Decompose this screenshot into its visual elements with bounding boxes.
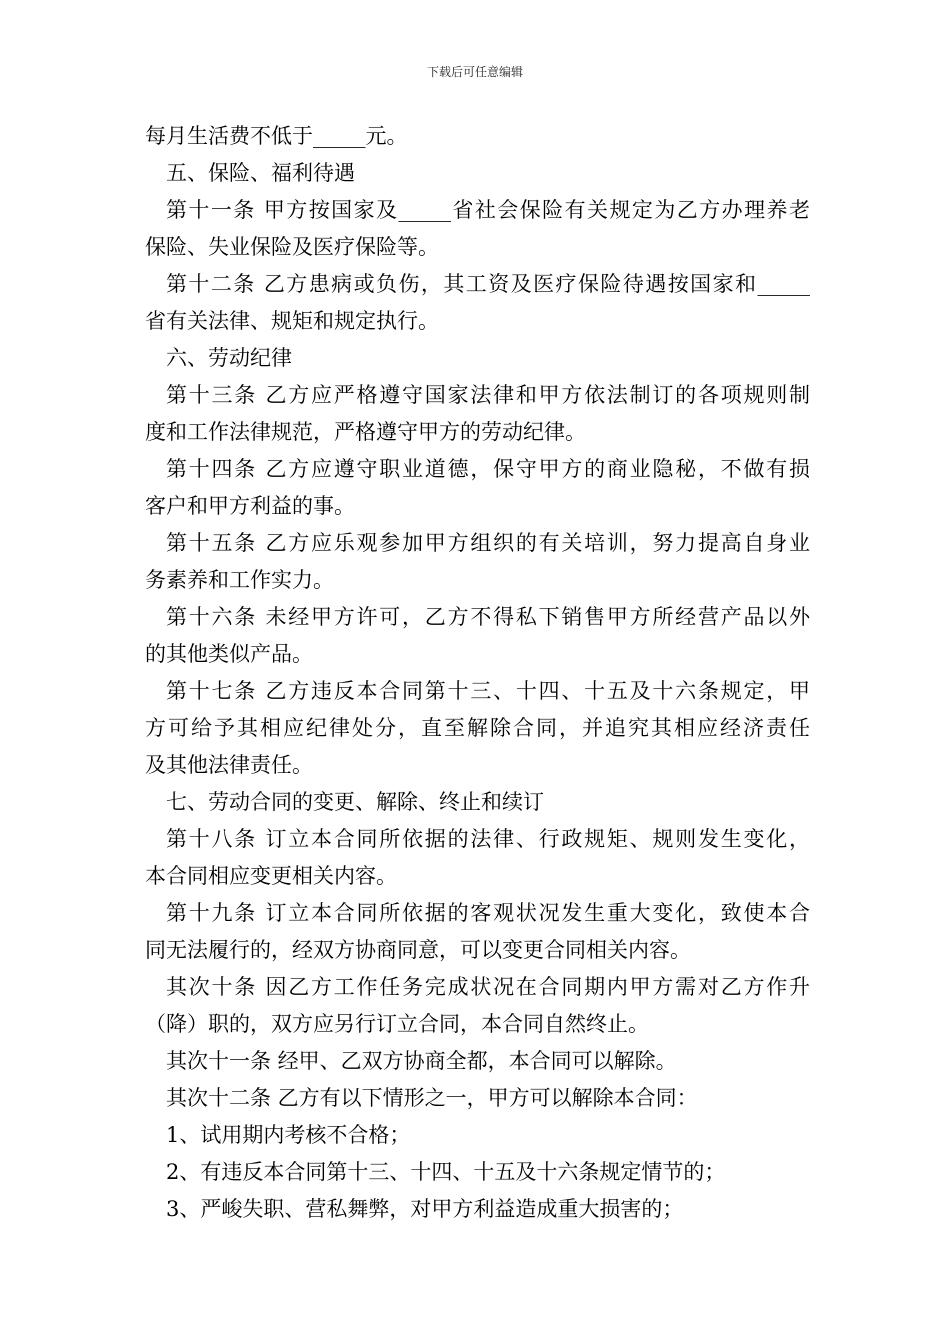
text-line: 本合同相应变更相关内容。	[145, 864, 397, 888]
text-line: 第十五条 乙方应乐观参加甲方组织的有关培训，努力提高自身业	[166, 531, 810, 555]
text-line: 务素养和工作实力。	[145, 568, 334, 592]
list-item: 2、有违反本合同第十三、十四、十五及十六条规定情节的；	[166, 1160, 726, 1184]
text-line: 省有关法律、规矩和规定执行。	[145, 309, 439, 333]
text-line: （降）职的，双方应另行订立合同，本合同自然终止。	[145, 1012, 649, 1036]
list-item: 1、试用期内考核不合格；	[166, 1123, 411, 1147]
text-line: 第十三条 乙方应严格遵守国家法律和甲方依法制订的各项规则制	[166, 383, 810, 407]
text-line: 第十八条 订立本合同所依据的法律、行政规矩、规则发生变化，	[166, 827, 810, 851]
section-heading: 七、劳动合同的变更、解除、终止和续订	[166, 790, 544, 814]
text-line: 同无法履行的，经双方协商同意，可以变更合同相关内容。	[145, 938, 691, 962]
text-line: 其次十条 因乙方工作任务完成状况在合同期内甲方需对乙方作升	[166, 975, 810, 999]
text-line: 第十九条 订立本合同所依据的客观状况发生重大变化，致使本合	[166, 901, 810, 925]
text-line: 其次十二条 乙方有以下情形之一，甲方可以解除本合同：	[166, 1086, 698, 1110]
text-line: 每月生活费不低于_____元。	[145, 124, 408, 148]
section-heading: 六、劳动纪律	[166, 346, 292, 370]
text-line: 客户和甲方利益的事。	[145, 494, 355, 518]
text-line: 第十四条 乙方应遵守职业道德，保守甲方的商业隐秘，不做有损	[166, 457, 810, 481]
document-body	[145, 118, 810, 1228]
page-header: 下载后可任意编辑	[426, 65, 523, 79]
section-heading: 五、保险、福利待遇	[166, 161, 355, 185]
text-line: 其次十一条 经甲、乙双方协商全都，本合同可以解除。	[166, 1049, 677, 1073]
text-line: 度和工作法律规范，严格遵守甲方的劳动纪律。	[145, 420, 586, 444]
list-item: 3、严峻失职、营私舞弊，对甲方利益造成重大损害的；	[166, 1197, 684, 1221]
text-line: 及其他法律责任。	[145, 753, 313, 777]
text-line: 第十二条 乙方患病或负伤，其工资及医疗保险待遇按国家和_____	[166, 272, 810, 296]
text-line: 第十一条 甲方按国家及_____省社会保险有关规定为乙方办理养老	[166, 198, 810, 222]
text-line: 方可给予其相应纪律处分，直至解除合同，并追究其相应经济责任	[145, 716, 810, 740]
text-line: 保险、失业保险及医疗保险等。	[145, 235, 439, 259]
text-line: 第十六条 未经甲方许可，乙方不得私下销售甲方所经营产品以外	[166, 605, 810, 629]
text-line: 的其他类似产品。	[145, 642, 313, 666]
text-line: 第十七条 乙方违反本合同第十三、十四、十五及十六条规定，甲	[166, 679, 810, 703]
